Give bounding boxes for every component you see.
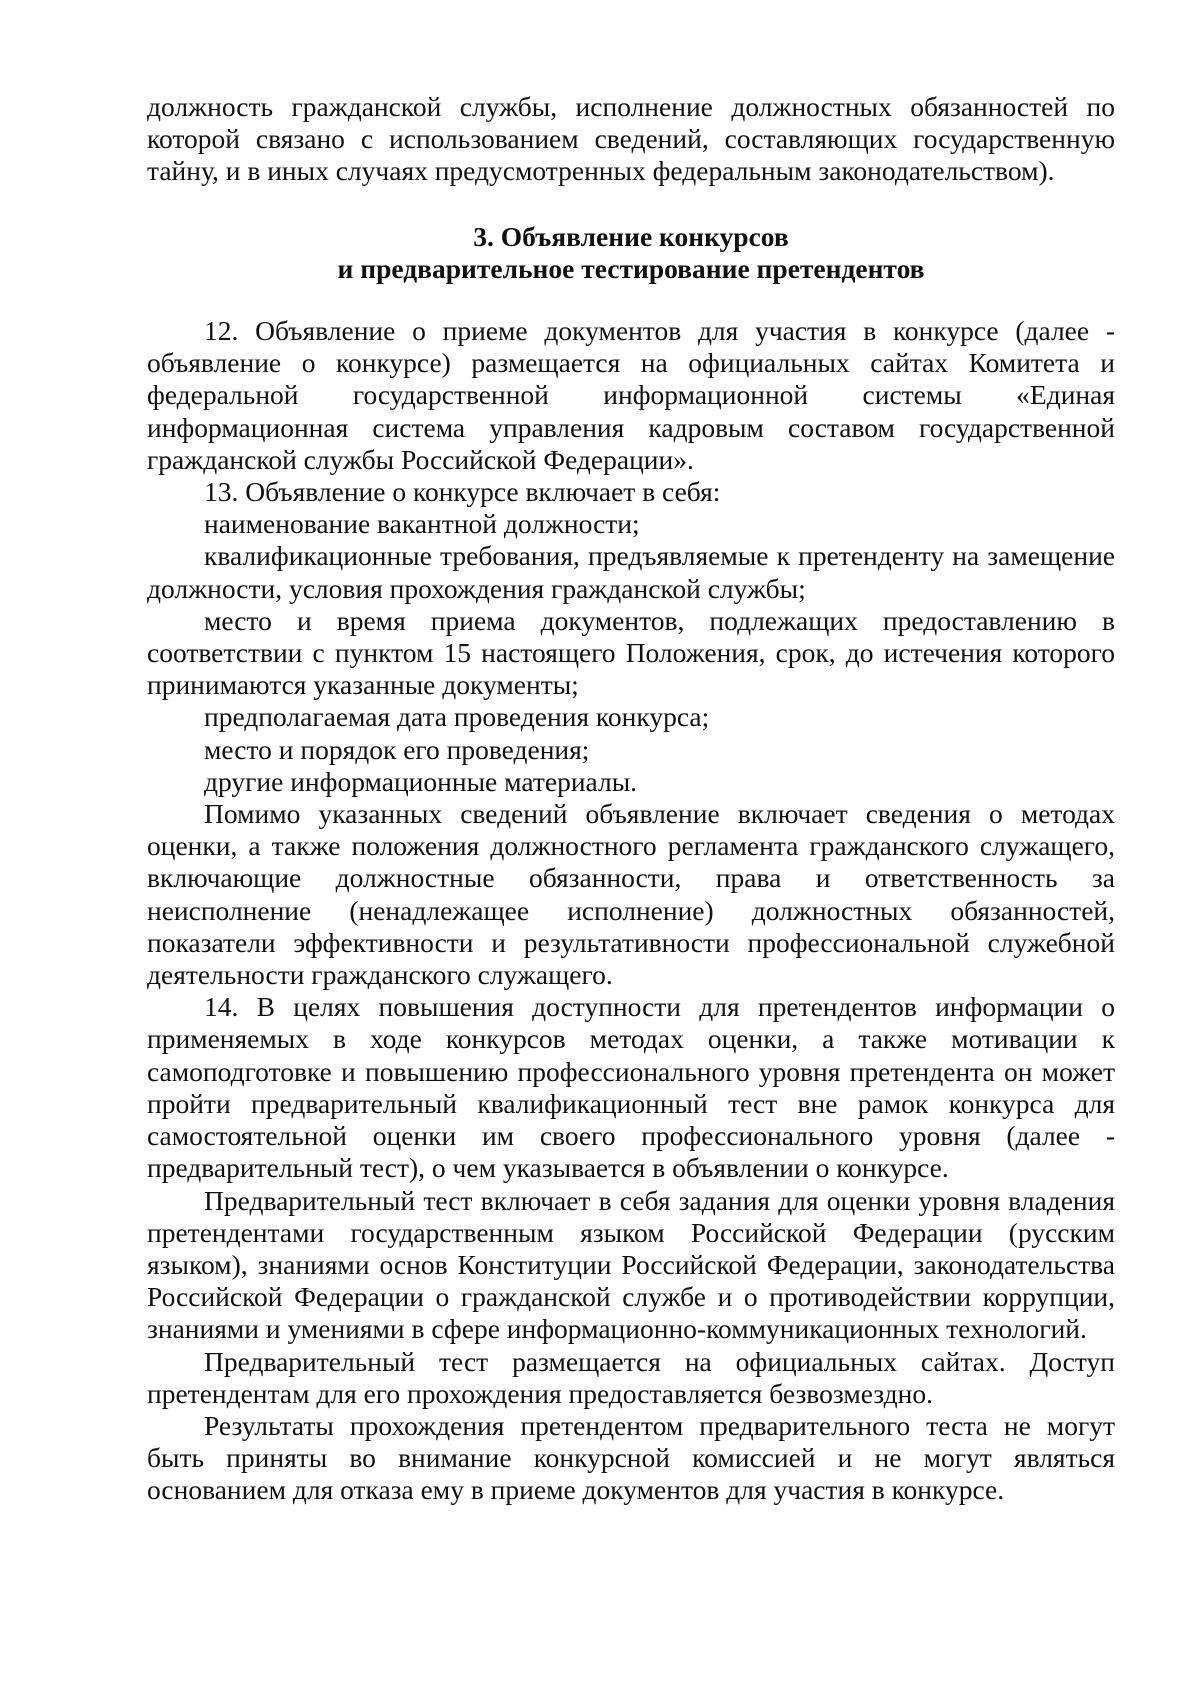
paragraph-13-extra: Помимо указанных сведений объявление включает сведения о методах оценки, а также положения должностного регламента гражданского служащего, включающие должностные обязанности, права и ответственность за неисполнение (ненадлежащее исполнение) должностных обязанностей, показатели эффективности и результативности профессиональной служебной деятельности гражданского служащего. xyxy=(147,798,1115,991)
paragraph-13: 13. Объявление о конкурсе включает в себя: xyxy=(204,476,721,508)
section-heading-line2: и предварительное тестирование претендентов xyxy=(337,252,925,284)
document-page xyxy=(147,91,1115,1507)
paragraph-14-test-content: Предварительный тест включает в себя задания для оценки уровня владения претендентами государственным языком Российской Федерации (русским языком), знаниями основ Конституции Российской Федерации, законодательства Российской Федерации о гражданской службе и о противодействии коррупции, знаниями и умениями в сфере информационно-коммуникационных технологий. xyxy=(147,1184,1115,1345)
paragraph-14-access: Предварительный тест размещается на официальных сайтах. Доступ претендентам для его прохождения предоставляется безвозмездно. xyxy=(147,1345,1115,1409)
list-item: предполагаемая дата проведения конкурса; xyxy=(204,701,710,733)
paragraph-12: 12. Объявление о приеме документов для участия в конкурсе (далее - объявление о конкурсе) размещается на официальных сайтах Комитета и федеральной государственной информационной системы «Единая информационная система управления кадровым составом государственной гражданской службы Российской Федерации». xyxy=(147,315,1115,475)
paragraph-14: 14. В целях повышения доступности для претендентов информации о применяемых в ходе конкурсов методах оценки, а также мотивации к самоподготовке и повышению профессионального уровня претендента он может пройти предварительный квалификационный тест вне рамок конкурса для самостоятельной оценки им своего профессионального уровня (далее - предварительный тест), о чем указывается в объявлении о конкурсе. xyxy=(147,991,1115,1184)
list-item: квалификационные требования, предъявляемые к претенденту на замещение должности, условия прохождения гражданской службы; xyxy=(147,540,1115,604)
section-heading xyxy=(147,221,1115,285)
intro-paragraph: должность гражданской службы, исполнение должностных обязанностей по которой связано с использованием сведений, составляющих государственную тайну, и в иных случаях предусмотренных федеральным законодательством). xyxy=(147,91,1115,187)
list-item: место и время приема документов, подлежащих предоставлению в соответствии с пунктом 15 настоящего Положения, срок, до истечения которого принимаются указанные документы; xyxy=(147,604,1115,701)
list-item: другие информационные материалы. xyxy=(204,765,638,797)
list-item: место и порядок его проведения; xyxy=(204,733,590,765)
paragraph-14-results: Результаты прохождения претендентом предварительного теста не могут быть приняты во внимание конкурсной комиссией и не могут являться основанием для отказа ему в приеме документов для участия в конкурсе. xyxy=(147,1409,1115,1506)
list-item: наименование вакантной должности; xyxy=(204,508,640,540)
section-heading-line1: 3. Объявление конкурсов xyxy=(473,220,789,252)
